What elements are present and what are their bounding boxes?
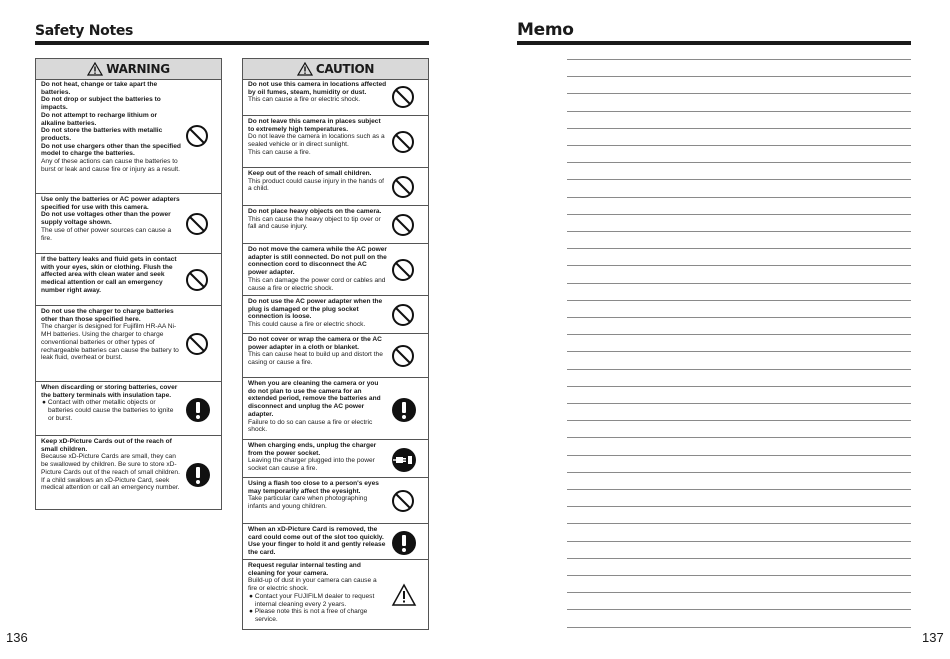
prohibition-icon [185,124,209,153]
prohibition-icon [391,489,415,518]
memo-ruled-line [567,386,911,387]
warning-column [35,58,222,510]
caution-column [242,58,429,630]
safety-item-heading: Do not leave this camera in places subject to extremely high temperatures. [248,118,381,133]
safety-item [243,477,428,523]
memo-ruled-line [567,455,911,456]
safety-item [36,305,221,381]
safety-item-heading: Do not move the camera while the AC power adapter is still connected. Do not pull on the connection cord to disconnect the AC power adapter. [248,246,387,277]
safety-item [36,193,221,253]
memo-ruled-line [567,506,911,507]
memo-ruled-line [567,472,911,473]
memo-ruled-line [567,592,911,593]
safety-item-heading: Do not use voltages other than the power supply voltage shown. [41,211,171,227]
memo-ruled-line [567,317,911,318]
safety-item-text [248,380,387,434]
title-rule [35,41,429,45]
prohibition-icon [391,175,415,204]
safety-item-heading: When charging ends, unplug the charger from the power socket. [248,442,377,457]
safety-item-bullet: ● Contact with other metallic objects or batteries could cause the batteries to ignite or burst. [42,399,174,422]
safety-item [36,435,221,511]
safety-item-text [248,480,387,511]
safety-item-description: This could cause a fire or electric shock. [248,321,366,329]
memo-ruled-line [567,334,911,335]
safety-item-text [248,562,387,624]
memo-ruled-line [567,93,911,94]
memo-ruled-line [567,59,911,60]
memo-ruled-line [567,575,911,576]
safety-item-text [41,81,181,173]
memo-ruled-line [567,369,911,370]
memo-ruled-line [567,283,911,284]
memo-ruled-line [567,128,911,129]
safety-item-heading: When an xD-Picture Card is removed, the card could come out of the slot too quickly. Use your finger to hold it and gently release the card. [248,526,386,557]
safety-item-heading: Use only the batteries or AC power adapters specified for use with this camera. [41,196,180,211]
safety-item [243,559,428,629]
safety-item-description: This can cause heat to build up and distort the casing or cause a fire. [248,351,383,367]
memo-ruled-line [567,489,911,490]
safety-item-text [41,308,181,362]
page-title: Safety Notes [35,23,134,39]
safety-item-heading: Do not cover or wrap the camera or the AC power adapter in a cloth or blanket. [248,336,382,351]
memo-ruled-line [567,403,911,404]
memo-ruled-line [567,265,911,266]
safety-item [36,79,221,193]
safety-item-text [41,438,181,492]
prohibition-icon [185,332,209,361]
safety-item-text [248,246,387,292]
safety-item-heading: Keep out of the reach of small children. [248,170,372,177]
safety-item-text [248,170,387,193]
safety-item-heading: Using a flash too close to a person's eyes may temporarily affect the eyesight. [248,480,379,495]
safety-item-bullet: ● Please note this is not a free of charge service. [249,608,368,623]
prohibition-icon [391,130,415,159]
safety-item-heading: Do not drop or subject the batteries to impacts. [41,96,161,112]
safety-item-heading: When discarding or storing batteries, cover the battery terminals with insulation tape. [41,384,178,399]
safety-item-description: Because xD-Picture Cards are small, they can be swallowed by children. Be sure to store xD-Picture Cards out of the reach of small children. If a child swallows an xD-Picture Card, seek medical attention or call an emergency number. [41,453,180,492]
caution-title: CAUTION [315,62,375,76]
page-number-left: 136 [6,630,28,645]
safety-item-description: Failure to do so can cause a fire or electric shock. [248,418,373,434]
safety-item [243,523,428,559]
safety-item-text [41,384,181,423]
safety-item-heading: Do not attempt to recharge lithium or alkaline batteries. [41,111,158,127]
mandatory-icon [185,462,211,493]
safety-item [243,115,428,167]
safety-item-heading: Do not use the charger to charge batteries other than those specified here. [41,308,174,323]
prohibition-icon [391,85,415,114]
memo-ruled-line [567,541,911,542]
prohibition-icon [391,213,415,242]
safety-item-text [248,118,387,157]
safety-item-heading: Do not store the batteries with metallic products. [41,127,163,142]
safety-item-description: Build-up of dust in your camera can cause a fire or electric shock. [248,577,377,593]
safety-item [243,205,428,243]
safety-item-text [248,298,387,329]
safety-item-description: This can cause a fire or electric shock. [248,96,361,104]
safety-item-heading: Do not use the AC power adapter when the plug is damaged or the plug socket connection is loose. [248,298,383,321]
prohibition-icon [185,268,209,297]
memo-ruled-line [567,627,911,628]
page-number-right: 137 [922,630,944,645]
safety-item-heading: Request regular internal testing and cleaning for your camera. [248,562,361,577]
safety-item [36,381,221,435]
safety-item-text [41,256,181,295]
safety-item-text [248,208,387,231]
warning-triangle-icon [87,62,103,76]
safety-item-heading: Do not heat, change or take apart the batteries. [41,81,158,96]
memo-ruled-line [567,214,911,215]
prohibition-icon [391,258,415,287]
safety-item-text [248,81,387,104]
safety-item-description: Leaving the charger plugged into the power socket can cause a fire. [248,457,375,473]
mandatory-icon [391,397,417,428]
safety-item-text [248,442,387,473]
memo-ruled-line [567,231,911,232]
safety-item-description: Do not leave the camera in locations such as a sealed vehicle or in direct sunlight. [248,133,385,149]
safety-item [243,243,428,295]
memo-ruled-line [567,248,911,249]
safety-item-description: The charger is designed for Fujifilm HR-AA Ni-MH batteries. Using the charger to charge conventional batteries or other types of rechargeable batteries can cause the battery to leak fluid, overheat or burst. [41,323,179,362]
caution-header [243,59,428,80]
prohibition-icon [391,344,415,373]
safety-item-text [248,336,387,367]
warning-title: WARNING [106,62,170,76]
safety-item-heading: Do not use chargers other than the specified model to charge the batteries. [41,142,181,158]
safety-item-description: This product could cause injury in the hands of a child. [248,177,384,193]
safety-item [243,333,428,377]
memo-ruled-line [567,162,911,163]
safety-item [243,439,428,477]
warning-header [36,59,221,80]
prohibition-icon [391,303,415,332]
memo-ruled-line [567,111,911,112]
safety-item-heading: When you are cleaning the camera or you do not plan to use the camera for an extended period, remove the batteries and disconnect and unplug the AC power adapter. [248,380,381,418]
safety-item-heading: If the battery leaks and fluid gets in contact with your eyes, skin or clothing. Flush the affected area with clean water and seek medical attention or call an emergency number right away. [41,256,177,294]
safety-item [243,295,428,333]
memo-ruled-line [567,300,911,301]
memo-ruled-line [567,197,911,198]
memo-ruled-line [567,145,911,146]
safety-item [243,377,428,439]
safety-item [36,253,221,305]
memo-ruled-line [567,351,911,352]
prohibition-icon [185,212,209,241]
safety-item-text [41,196,181,242]
caution-triangle-icon [297,62,313,76]
mandatory-icon [185,397,211,428]
safety-item-heading: Do not use this camera in locations affected by oil fumes, steam, humidity or dust. [248,81,387,96]
safety-item-description: Any of these actions can cause the batteries to burst or leak and cause fire or injury as a result. [41,158,180,173]
safety-item-text [248,526,387,557]
safety-item [243,167,428,205]
memo-ruled-line [567,76,911,77]
memo-ruled-line [567,179,911,180]
memo-ruled-line [567,558,911,559]
safety-item-heading: Do not place heavy objects on the camera. [248,208,382,215]
memo-ruled-line [567,609,911,610]
memo-title: Memo [517,20,574,40]
safety-item-description: This can cause a fire. [248,148,311,156]
safety-item [243,79,428,115]
safety-item-description: The use of other power sources can cause a fire. [41,226,172,242]
safety-item-description: This can damage the power cord or cables and cause a fire or electric shock. [248,276,386,292]
caution-icon [391,583,417,612]
safety-item-heading: Keep xD-Picture Cards out of the reach of small children. [41,438,172,453]
safety-item-description: This can cause the heavy object to tip over or fall and cause injury. [248,215,381,231]
unplug-icon [391,447,417,478]
safety-item-description: Take particular care when photographing infants and young children. [248,495,368,511]
mandatory-icon [391,530,417,561]
memo-ruled-line [567,420,911,421]
memo-ruled-line [567,523,911,524]
memo-ruled-line [567,437,911,438]
safety-item-bullet: ● Contact your FUJIFILM dealer to request internal cleaning every 2 years. [249,592,375,608]
memo-rule [517,41,911,45]
